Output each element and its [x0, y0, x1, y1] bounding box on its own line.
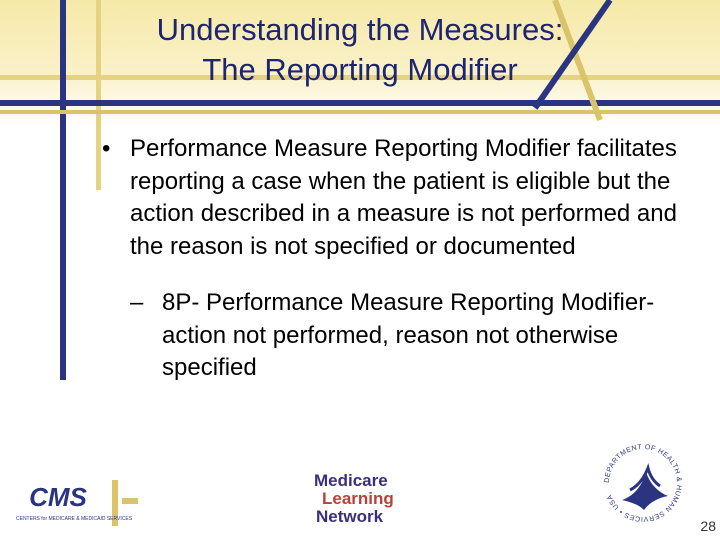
- bullet-text: Performance Measure Reporting Modifier facilitates reporting a case when the patient is eligible but the action described in a measure is not performed and the reason is not specified or documented: [130, 135, 677, 260]
- navy-line-horizontal: [0, 100, 720, 106]
- bullet-item: [102, 133, 682, 263]
- slide-title: [60, 10, 660, 90]
- svg-text:Network: Network: [316, 507, 384, 526]
- gold-line-horizontal-2: [0, 110, 720, 114]
- hhs-seal-icon: [600, 440, 686, 526]
- svg-text:CMS: CMS: [29, 482, 87, 512]
- svg-text:Medicare: Medicare: [314, 471, 388, 490]
- bullet-symbol: •: [102, 135, 111, 162]
- svg-text:DEPARTMENT OF HEALTH & HUMAN S: DEPARTMENT OF HEALTH & HUMAN SERVICES • USA: [603, 443, 683, 523]
- svg-text:Learning: Learning: [322, 489, 394, 508]
- sub-bullet-symbol: –: [130, 289, 144, 316]
- cms-logo: [14, 478, 138, 526]
- page-number: 28: [700, 518, 716, 534]
- title-line-1: Understanding the Measures:: [156, 12, 564, 47]
- svg-text:CENTERS for MEDICARE & MEDICAI: CENTERS for MEDICARE & MEDICAID SERVICES: [16, 516, 133, 522]
- medicare-learning-network-logo: [312, 468, 412, 526]
- title-line-2: The Reporting Modifier: [202, 52, 518, 87]
- sub-bullet-text: 8P- Performance Measure Reporting Modifier- action not performed, reason not otherwise specified: [162, 289, 655, 381]
- sub-bullet-item: [130, 287, 670, 385]
